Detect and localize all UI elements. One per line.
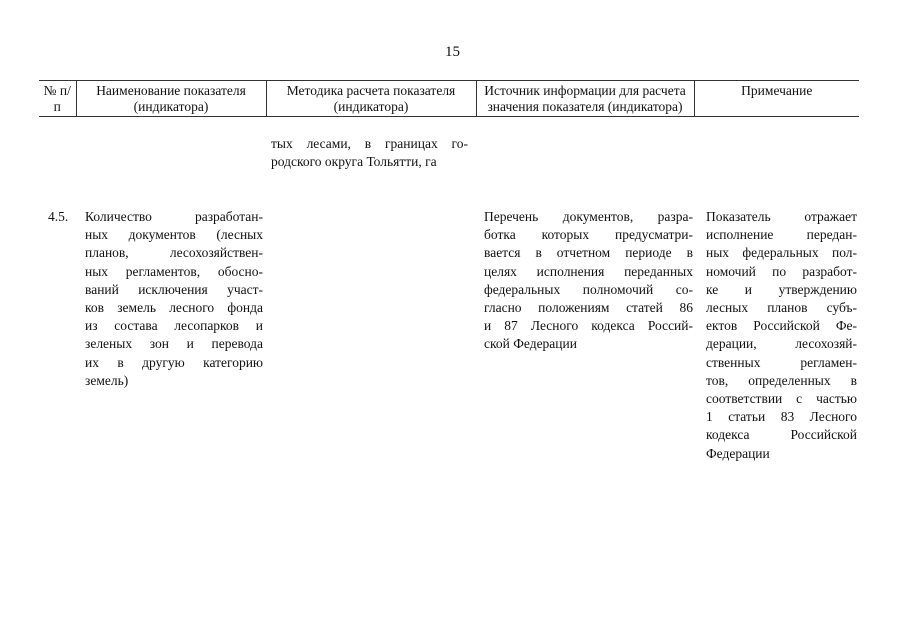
row-number: 4.5. [48, 209, 69, 224]
text-line: из состава лесопарков и [85, 318, 263, 334]
text-line: и 87 Лесного кодекса Россий- [484, 318, 693, 334]
header-col-note: Примечание [694, 81, 859, 117]
text-line: 1 статьи 83 Лесного [706, 409, 857, 425]
text-line: лесных планов субъ- [706, 300, 857, 316]
text-line: ственных регламен- [706, 354, 857, 370]
header-col-source: Источник информации для расчета значения показателя (индикатора) [476, 81, 694, 117]
text-line: вается в отчетном периоде в [484, 245, 693, 261]
text-line: номочий по разработ- [706, 263, 857, 279]
note-text [706, 208, 857, 463]
text-line: ботка которых предусматри- [484, 227, 693, 243]
text-line: ков земель лесного фонда [85, 300, 263, 316]
text-line: ных документов (лесных [85, 227, 263, 243]
text-line: планов, лесохозяйствен- [85, 245, 263, 261]
text-line: ке и утверждению [706, 281, 857, 297]
text-line: ской Федерации [484, 336, 577, 352]
text-line: тов, определенных в [706, 372, 857, 388]
text-line: целях исполнения переданных [484, 263, 693, 279]
indicator-name [85, 208, 263, 390]
text-line: ных регламентов, обосно- [85, 263, 263, 279]
text-line: зеленых зон и перевода [85, 336, 263, 352]
text-line: Показатель отражает [706, 209, 857, 224]
text-line: земель) [85, 372, 129, 388]
header-col-number: № п/п [39, 81, 76, 117]
text-line: ваний исключения участ- [85, 281, 263, 297]
text-line: исполнение передан- [706, 227, 857, 243]
method-continuation-text [271, 135, 468, 171]
header-col-method: Методика расчета показателя (индикатора) [266, 81, 476, 117]
header-col-name: Наименование показателя (индикатора) [76, 81, 266, 117]
text-line: Федерации [706, 445, 770, 461]
text-line: Количество разработан- [85, 209, 263, 224]
text-line: гласно положениям статей 86 [484, 300, 693, 316]
text-line: ектов Российской Фе- [706, 318, 857, 334]
text-line: кодекса Российской [706, 427, 857, 443]
text-line: тых лесами, в границах го- [271, 136, 468, 151]
text-line: соответствии с частью [706, 391, 857, 407]
information-source [484, 208, 693, 354]
text-line: родского округа Тольятти, га [271, 154, 437, 170]
text-line: дерации, лесохозяй- [706, 336, 857, 352]
table-header [39, 80, 859, 117]
header-row [39, 81, 859, 117]
text-line: федеральных полномочий со- [484, 281, 693, 297]
page-number: 15 [445, 44, 460, 60]
text-line: Перечень документов, разра- [484, 209, 693, 224]
text-line: ных федеральных пол- [706, 245, 857, 261]
text-line: их в другую категорию [85, 354, 263, 370]
